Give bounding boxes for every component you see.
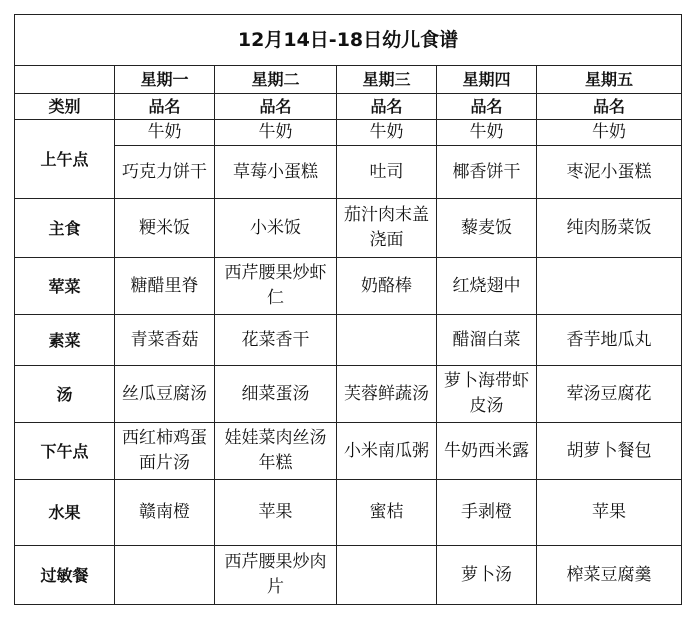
- menu-cell: 牛奶: [437, 120, 537, 146]
- menu-cell: 手剥橙: [437, 480, 537, 546]
- menu-cell: [337, 546, 437, 605]
- menu-cell: 吐司: [337, 146, 437, 199]
- menu-cell: 牛奶西米露: [437, 423, 537, 480]
- item-header: 品名: [337, 94, 437, 120]
- menu-cell: 西芹腰果炒虾仁: [215, 258, 337, 315]
- menu-cell: [537, 258, 682, 315]
- category-meat-dish: 荤菜: [15, 258, 115, 315]
- category-morning-snack: 上午点: [15, 120, 115, 199]
- day-wednesday: 星期三: [337, 66, 437, 94]
- day-thursday: 星期四: [437, 66, 537, 94]
- category-fruit: 水果: [15, 480, 115, 546]
- menu-cell: [115, 546, 215, 605]
- menu-cell: 青菜香菇: [115, 315, 215, 366]
- menu-cell: 粳米饭: [115, 199, 215, 258]
- menu-cell: 荤汤豆腐花: [537, 366, 682, 423]
- menu-cell: 牛奶: [215, 120, 337, 146]
- menu-sheet: [14, 14, 682, 605]
- menu-cell: 蜜桔: [337, 480, 437, 546]
- menu-cell: 娃娃菜肉丝汤年糕: [215, 423, 337, 480]
- menu-cell: 牛奶: [115, 120, 215, 146]
- menu-cell: 赣南橙: [115, 480, 215, 546]
- category-soup: 汤: [15, 366, 115, 423]
- menu-cell: 香芋地瓜丸: [537, 315, 682, 366]
- menu-cell: 椰香饼干: [437, 146, 537, 199]
- menu-cell: 榨菜豆腐羹: [537, 546, 682, 605]
- menu-cell: 纯肉肠菜饭: [537, 199, 682, 258]
- menu-cell: 醋溜白菜: [437, 315, 537, 366]
- menu-title: 12月14日-18日幼儿食谱: [15, 15, 682, 66]
- menu-cell: 萝卜汤: [437, 546, 537, 605]
- category-afternoon-snack: 下午点: [15, 423, 115, 480]
- menu-cell: 茄汁肉末盖浇面: [337, 199, 437, 258]
- menu-cell: 丝瓜豆腐汤: [115, 366, 215, 423]
- item-header: 品名: [537, 94, 682, 120]
- menu-cell: 小米饭: [215, 199, 337, 258]
- menu-cell: 芙蓉鲜蔬汤: [337, 366, 437, 423]
- menu-cell: 牛奶: [337, 120, 437, 146]
- menu-cell: 萝卜海带虾皮汤: [437, 366, 537, 423]
- menu-cell: 西红柿鸡蛋面片汤: [115, 423, 215, 480]
- category-veg-dish: 素菜: [15, 315, 115, 366]
- menu-cell: 糖醋里脊: [115, 258, 215, 315]
- menu-cell: 草莓小蛋糕: [215, 146, 337, 199]
- menu-cell: 花菜香干: [215, 315, 337, 366]
- day-tuesday: 星期二: [215, 66, 337, 94]
- menu-cell: 奶酪棒: [337, 258, 437, 315]
- item-header: 品名: [115, 94, 215, 120]
- menu-cell: 细菜蛋汤: [215, 366, 337, 423]
- category-staple: 主食: [15, 199, 115, 258]
- item-header: 品名: [215, 94, 337, 120]
- menu-cell: 藜麦饭: [437, 199, 537, 258]
- menu-cell: 胡萝卜餐包: [537, 423, 682, 480]
- menu-cell: 西芹腰果炒肉片: [215, 546, 337, 605]
- category-allergy-meal: 过敏餐: [15, 546, 115, 605]
- menu-cell: 苹果: [215, 480, 337, 546]
- menu-cell: 牛奶: [537, 120, 682, 146]
- menu-cell: 苹果: [537, 480, 682, 546]
- item-header: 品名: [437, 94, 537, 120]
- menu-cell: [337, 315, 437, 366]
- menu-cell: 红烧翅中: [437, 258, 537, 315]
- day-friday: 星期五: [537, 66, 682, 94]
- category-header: 类别: [15, 94, 115, 120]
- menu-cell: 枣泥小蛋糕: [537, 146, 682, 199]
- menu-cell: 小米南瓜粥: [337, 423, 437, 480]
- weekly-menu-table: [14, 14, 682, 605]
- menu-cell: 巧克力饼干: [115, 146, 215, 199]
- corner-cell: [15, 66, 115, 94]
- day-monday: 星期一: [115, 66, 215, 94]
